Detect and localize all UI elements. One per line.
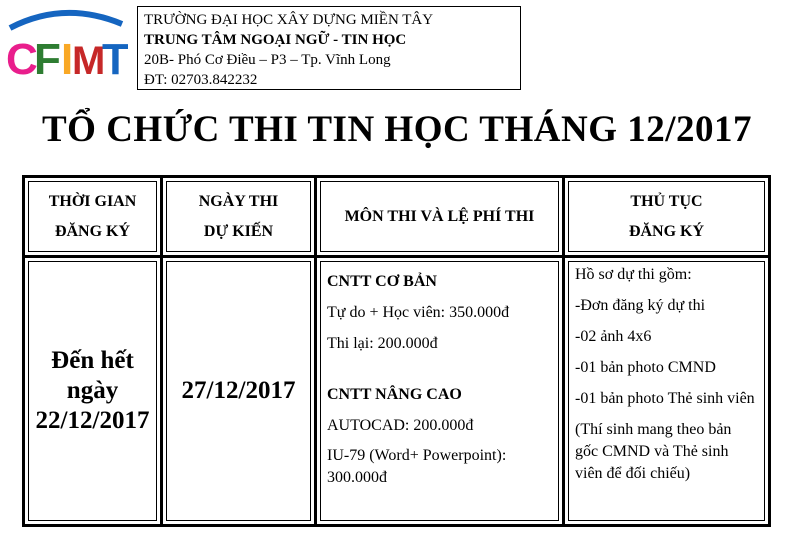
procedure-item: -01 bản photo CMND <box>575 359 716 376</box>
table-row <box>24 257 770 526</box>
iu79-fee: IU-79 (Word+ Powerpoint): 300.000đ <box>327 447 507 486</box>
table-header-row <box>24 177 770 257</box>
logo-letter: F <box>34 35 61 84</box>
procedure-note: (Thí sinh mang theo bản gốc CMND và Thẻ sinh viên để đối chiếu) <box>575 421 732 482</box>
exam-date-cell <box>162 257 316 526</box>
logo-letter: T <box>102 35 128 84</box>
logo-letter: M <box>72 39 106 83</box>
autocad-fee: AUTOCAD: 200.000đ <box>327 417 474 434</box>
advanced-course-title: CNTT NÂNG CAO <box>327 386 462 403</box>
deadline-text: ngày <box>66 377 119 404</box>
logo-letter: C <box>6 35 38 84</box>
header-label: ĐĂNG KÝ <box>628 222 705 240</box>
header-label: MÔN THI VÀ LỆ PHÍ THI <box>344 207 535 225</box>
center-name: TRUNG TÂM NGOẠI NGỮ - TIN HỌC <box>144 32 407 48</box>
center-info-box <box>137 6 521 90</box>
basic-course-fee: Tự do + Học viên: 350.000đ <box>327 304 510 321</box>
header-label: DỰ KIẾN <box>203 222 274 240</box>
exam-schedule-table <box>22 175 771 527</box>
deadline-date: 22/12/2017 <box>35 407 150 434</box>
header-cell-registration-time <box>24 177 162 257</box>
cfimt-logo <box>4 6 128 86</box>
exams-fees-cell <box>316 257 564 526</box>
center-address: 20B- Phó Cơ Điều – P3 – Tp. Vĩnh Long <box>144 52 391 68</box>
header-label: NGÀY THI <box>198 192 279 210</box>
deadline-cell <box>24 257 162 526</box>
basic-course-title: CNTT CƠ BẢN <box>327 273 437 290</box>
header-label: THỜI GIAN <box>48 192 137 210</box>
university-name: TRƯỜNG ĐẠI HỌC XÂY DỰNG MIỀN TÂY <box>144 12 434 28</box>
header-cell-procedure <box>564 177 770 257</box>
procedure-item: -02 ảnh 4x6 <box>575 328 652 345</box>
header-label: THỦ TỤC <box>630 192 703 210</box>
logo-letter: I <box>61 35 74 84</box>
logo-graphic <box>4 6 128 86</box>
header-cell-subjects-fees <box>316 177 564 257</box>
header-cell-exam-date <box>162 177 316 257</box>
procedure-cell <box>564 257 770 526</box>
page-title: TỔ CHỨC THI TIN HỌC THÁNG 12/2017 <box>41 109 752 150</box>
center-phone: ĐT: 02703.842232 <box>144 72 258 88</box>
exam-date: 27/12/2017 <box>181 377 296 404</box>
procedure-item: -Đơn đăng ký dự thi <box>575 297 706 314</box>
procedure-intro: Hồ sơ dự thi gồm: <box>575 266 692 283</box>
header-label: ĐĂNG KÝ <box>54 222 131 240</box>
deadline-text: Đến hết <box>51 347 134 374</box>
basic-retake-fee: Thi lại: 200.000đ <box>327 335 438 352</box>
procedure-item: -01 bản photo Thẻ sinh viên <box>575 390 755 407</box>
